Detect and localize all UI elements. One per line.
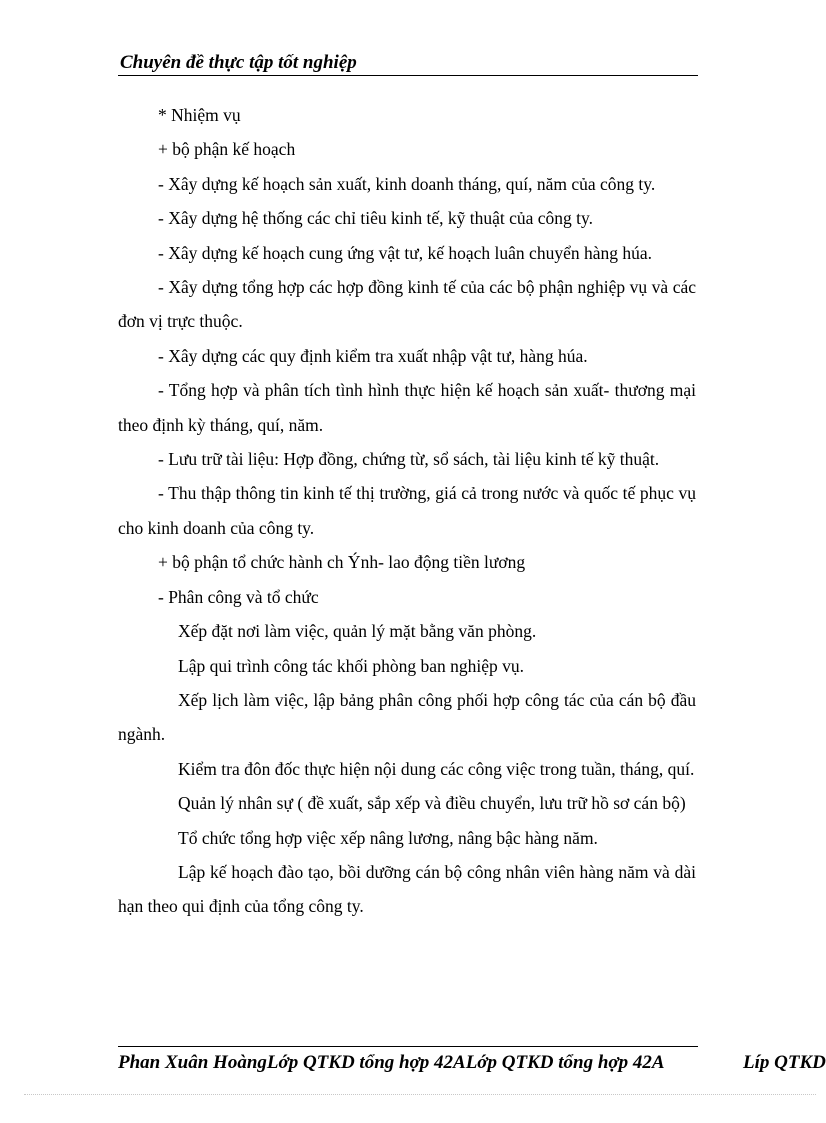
- paragraph: - Phân công và tổ chức: [158, 586, 319, 607]
- footer-divider: [118, 1046, 698, 1047]
- paragraph: Quản lý nhân sự ( đề xuất, sắp xếp và điều chuyển, lưu trữ hồ sơ cán bộ): [178, 793, 686, 814]
- footer-class-overflow: Líp QTKD: [743, 1052, 826, 1073]
- paragraph: - Xây dựng kế hoạch sản xuất, kinh doanh tháng, quí, năm của công ty.: [158, 173, 656, 194]
- paragraph: - Lưu trữ tài liệu: Hợp đồng, chứng từ, sổ sách, tài liệu kinh tế kỹ thuật.: [158, 449, 660, 470]
- header-divider: [118, 75, 698, 76]
- paragraph: Kiểm tra đôn đốc thực hiện nội dung các công việc trong tuần, tháng, quí.: [178, 758, 695, 779]
- paragraph-task-heading: * Nhiệm vụ: [158, 105, 241, 125]
- paragraph-planning-dept: + bộ phận kế hoạch: [158, 139, 296, 160]
- paragraph: - Thu thập thông tin kinh tế thị trường, giá cả trong nước và quốc tế phục vụ cho kinh doanh của công ty.: [118, 483, 696, 538]
- paragraph: - Tổng hợp và phân tích tình hình thực hiện kế hoạch sản xuất- thương mại theo định kỳ tháng, quí, năm.: [118, 380, 696, 435]
- page-bottom-edge: [24, 1094, 816, 1095]
- page-header-title: Chuyên đề thực tập tốt nghiệp: [120, 52, 357, 73]
- paragraph: Tổ chức tổng hợp việc xếp nâng lương, nâng bậc hàng năm.: [178, 827, 598, 848]
- document-body: [118, 98, 696, 924]
- paragraph-admin-dept: + bộ phận tổ chức hành ch Ýnh- lao động tiền lương: [158, 552, 526, 573]
- paragraph: Lập qui trình công tác khối phòng ban nghiệp vụ.: [178, 655, 525, 676]
- footer-author-class: Phan Xuân HoàngLớp QTKD tổng hợp 42ALớp QTKD tổng hợp 42A: [118, 1052, 665, 1073]
- paragraph: - Xây dựng tổng hợp các hợp đồng kinh tế của các bộ phận nghiệp vụ và các đơn vị trực thuộc.: [118, 277, 696, 332]
- paragraph: - Xây dựng kế hoạch cung ứng vật tư, kế hoạch luân chuyển hàng húa.: [158, 242, 652, 263]
- paragraph: Xếp đặt nơi làm việc, quản lý mặt bằng văn phòng.: [178, 621, 537, 642]
- paragraph: Lập kế hoạch đào tạo, bồi dưỡng cán bộ công nhân viên hàng năm và dài hạn theo qui định của tổng công ty.: [118, 861, 696, 917]
- paragraph: - Xây dựng hệ thống các chỉ tiêu kinh tế, kỹ thuật của công ty.: [158, 208, 594, 229]
- paragraph: - Xây dựng các quy định kiểm tra xuất nhập vật tư, hàng húa.: [158, 345, 588, 366]
- paragraph: Xếp lịch làm việc, lập bảng phân công phối hợp công tác của cán bộ đầu ngành.: [118, 689, 696, 745]
